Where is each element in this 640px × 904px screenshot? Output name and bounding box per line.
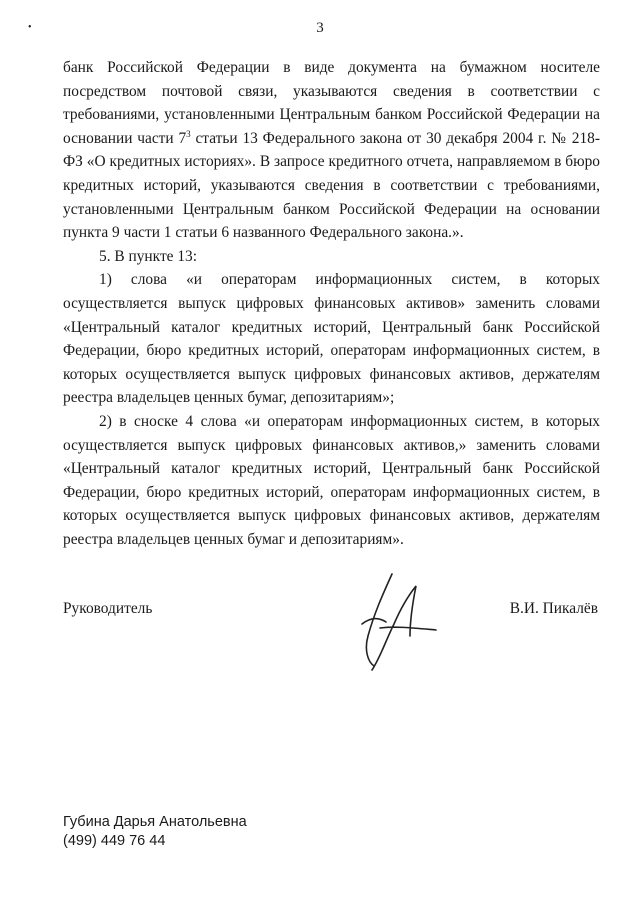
- paragraph-text-part2: статьи 13 Федерального закона от 30 декабря 2004 г. № 218-ФЗ «О кредитных историях». В запросе кредитного отчета, направляемом в бюро кредитных историй, указываются сведения в соответствии с требованиями, установленными Центральным банком Российской Федерации на основании пункта 9 части 1 статьи 6 названного Федерального закона.».: [63, 129, 600, 242]
- page-number: 3: [316, 20, 324, 36]
- handwritten-signature: [352, 566, 442, 678]
- contact-phone: (499) 449 76 44: [63, 833, 166, 849]
- paragraph-subitem-2: 2) в сноске 4 слова «и операторам информационных систем, в которых осуществляется выпуск цифровых финансовых активов,» заменить словами «Центральный каталог кредитных историй, Центральный банк Российской Федерации, бюро кредитных историй, операторам информационных систем, в которых осуществляется выпуск цифровых финансовых активов, держателям реестра владельцев ценных бумаг и депозитариям».: [63, 412, 600, 548]
- signer-role: Руководитель: [63, 600, 153, 617]
- signer-name: В.И. Пикалёв: [509, 600, 598, 617]
- margin-dot: •: [28, 22, 32, 33]
- paragraph-subitem-1: 1) слова «и операторам информационных систем, в которых осуществляется выпуск цифровых финансовых активов» заменить словами «Центральный каталог кредитных историй, Центральный банк Российской Федерации, бюро кредитных историй, операторам информационных систем, в которых осуществляется выпуск цифровых финансовых активов, держателям реестра владельцев ценных бумаг, депозитариям»;: [63, 271, 600, 407]
- superscript-number: 3: [186, 128, 191, 139]
- contact-name: Губина Дарья Анатольевна: [63, 814, 247, 830]
- document-body: [63, 56, 600, 551]
- paragraph-continuation: [63, 56, 600, 245]
- contact-block: [63, 813, 247, 851]
- paragraph-text-part1: банк Российской Федерации в виде документа на бумажном носителе посредством почтовой связи, указываются сведения в соответствии с требованиями, установленными Центральным банком Российской Федерации на основании части 7: [63, 59, 600, 147]
- paragraph-item-5: 5. В пункте 13:: [99, 247, 198, 265]
